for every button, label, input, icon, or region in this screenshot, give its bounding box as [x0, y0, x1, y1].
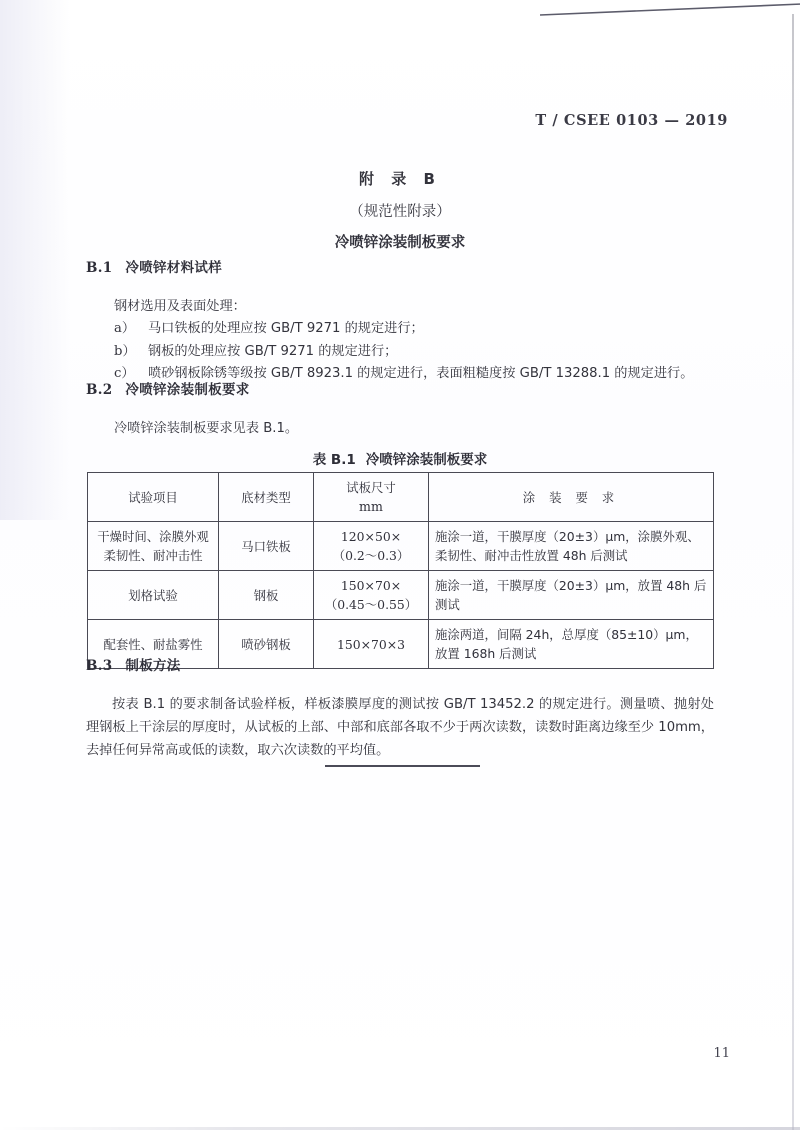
cell-requirement-text: 施涂两道，间隔 24h，总厚度（85±10）μm，放置 168h 后测试 [435, 627, 698, 661]
section-divider-rule [325, 765, 480, 767]
column-header-substrate-type: 底材类型 [219, 473, 314, 522]
cell-substrate: 马口铁板 [219, 522, 314, 571]
cell-test-item-line1: 干燥时间、涂膜外观 [97, 529, 209, 544]
list-item [114, 341, 714, 364]
standard-number-header: T / CSEE 0103 — 2019 [535, 112, 728, 129]
section-b1-number: B.1 [86, 260, 113, 276]
column-header-panel-size-unit: mm [359, 499, 383, 514]
cell-panel-size-line1: 120×50× [340, 529, 402, 544]
section-b2 [86, 378, 714, 440]
list-item-text: 马口铁板的处理应按 GB/T 9271 的规定进行； [148, 321, 424, 336]
section-b2-heading [86, 378, 714, 398]
section-b1-title: 冷喷锌材料试样 [125, 260, 223, 276]
annex-subtitle: （规范性附录） [349, 204, 451, 220]
cell-substrate: 喷砂钢板 [219, 620, 314, 669]
scan-edge-shadow-left [0, 0, 70, 520]
list-item-text: 喷砂钢板除锈等级按 GB/T 8923.1 的规定进行，表面粗糙度按 GB/T 13288.1 的规定进行。 [148, 366, 694, 381]
annex-name: 冷喷锌涂装制板要求 [334, 235, 466, 251]
section-b2-title: 冷喷锌涂装制板要求 [125, 382, 250, 398]
list-item [114, 318, 714, 341]
spec-table [87, 472, 714, 669]
cell-test-item-line2: 柔韧性、耐冲击性 [103, 548, 203, 563]
section-b3-heading [86, 654, 714, 674]
cell-panel-size [314, 571, 429, 620]
section-b1-heading [86, 256, 714, 276]
annex-title-block [0, 168, 800, 252]
cell-substrate: 钢板 [219, 571, 314, 620]
cell-requirement-text: 施涂一道，干膜厚度（20±3）μm，涂膜外观、柔韧性、耐冲击性放置 48h 后测试 [435, 529, 700, 563]
column-header-coating-requirement: 涂 装 要 求 [429, 473, 714, 522]
table-caption-title: 冷喷锌涂装制板要求 [365, 452, 488, 468]
cell-panel-size-line2: （0.45～0.55） [324, 597, 418, 612]
table-caption [0, 448, 800, 468]
section-b3-number: B.3 [86, 658, 113, 674]
section-b3-title: 制板方法 [125, 658, 181, 674]
annex-label: 附 录 B [359, 170, 441, 188]
column-header-panel-size-label: 试板尺寸 [346, 480, 396, 495]
cell-panel-size: 150×70×3 [314, 620, 429, 669]
section-b3-paragraph: 按表 B.1 的要求制备试验样板，样板漆膜厚度的测试按 GB/T 13452.2 的规定进行。测量喷、抛射处理钢板上干涂层的厚度时，从试板的上部、中部和底部各取不少于两次读数，读数时距离边缘至少 10mm，去掉任何异常高或低的读数，取六次读数的平均值。 [86, 697, 714, 758]
cell-panel-size-line1: 150×70× [340, 578, 402, 593]
page-number: 11 [713, 1046, 730, 1061]
section-b2-lead: 冷喷锌涂装制板要求见表 B.1。 [114, 421, 299, 436]
list-marker: a） [114, 321, 136, 336]
table-row [88, 571, 714, 620]
cell-panel-size [314, 522, 429, 571]
cell-test-item: 划格试验 [88, 571, 219, 620]
table-header-row [88, 473, 714, 522]
list-marker: b） [114, 343, 136, 359]
list-item-text: 钢板的处理应按 GB/T 9271 的规定进行； [148, 343, 398, 359]
cell-requirement [429, 571, 714, 620]
column-header-test-item: 试验项目 [88, 473, 219, 522]
scan-edge-artifact-top [540, 3, 800, 17]
cell-requirement-text: 施涂一道，干膜厚度（20±3）μm，放置 48h 后测试 [435, 578, 707, 612]
list-marker: c） [114, 366, 135, 381]
section-b1 [86, 256, 714, 386]
cell-test-item: 配套性、耐盐雾性 [88, 620, 219, 669]
table-caption-number: 表 B.1 [312, 452, 356, 468]
cell-test-item [88, 522, 219, 571]
cell-requirement [429, 522, 714, 571]
table-row [88, 522, 714, 571]
section-b3 [86, 654, 714, 762]
section-b2-number: B.2 [86, 382, 113, 398]
cell-panel-size-line2: （0.2～0.3） [332, 548, 410, 563]
section-b1-lead: 钢材选用及表面处理： [114, 299, 246, 314]
column-header-panel-size [314, 473, 429, 522]
